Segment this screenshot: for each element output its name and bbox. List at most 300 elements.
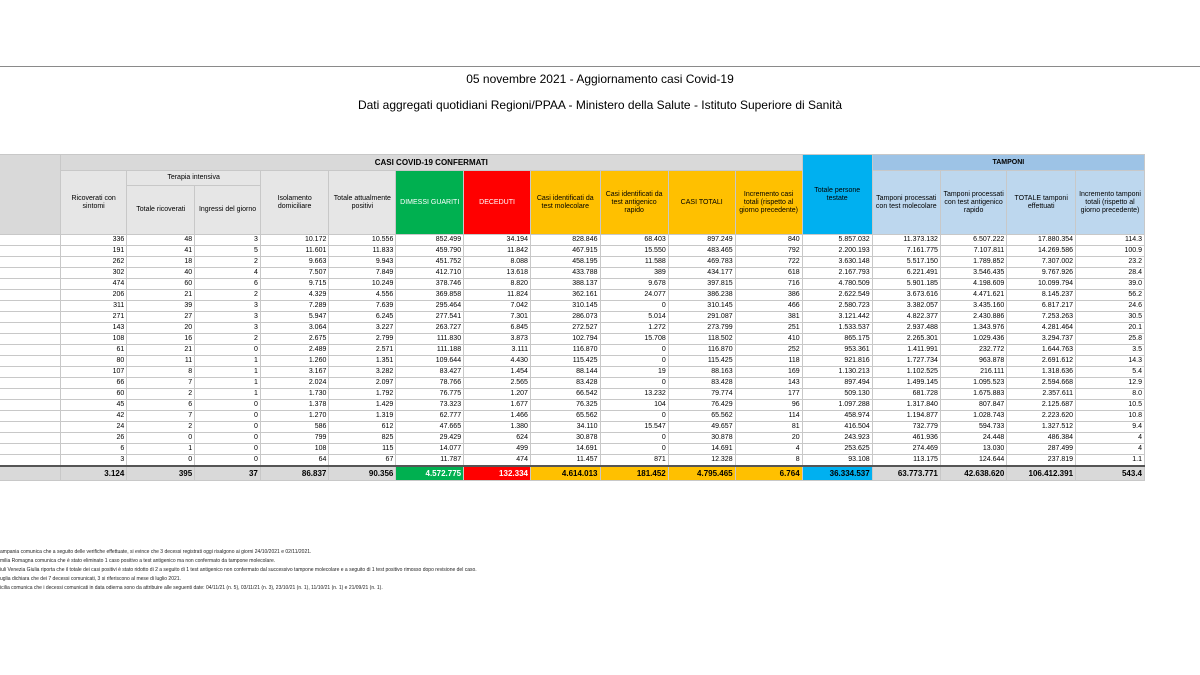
table-cell: 10.5 bbox=[1076, 400, 1145, 411]
table-cell: 1.644.763 bbox=[1007, 345, 1076, 356]
footnote: iuli Venezia Giulia riporta che il totale dei casi positivi è stato ridotto di 2 a seguito di 1 test antigenico non confermato dal successivo tampone molecolare e a seguito di 1 test positivo rimosso dopo revisione del caso. bbox=[0, 567, 477, 573]
table-cell: 3 bbox=[195, 235, 261, 246]
table-cell: 169 bbox=[735, 367, 802, 378]
table-cell: 96 bbox=[735, 400, 802, 411]
table-row bbox=[0, 400, 1145, 411]
table-cell: 5.901.185 bbox=[872, 279, 940, 290]
table-cell: 86.837 bbox=[260, 466, 329, 481]
table-cell: 416.504 bbox=[802, 422, 872, 433]
table-cell: 1.102.525 bbox=[872, 367, 940, 378]
group-terapia-intensiva: Terapia intensiva bbox=[127, 171, 261, 186]
table-cell: 11.588 bbox=[600, 257, 668, 268]
col-casi-antigenico: Casi identificati da test antigenico rapido bbox=[600, 171, 668, 235]
table-cell: 0 bbox=[195, 455, 261, 467]
table-cell: 2.571 bbox=[329, 345, 396, 356]
table-cell: 41 bbox=[127, 246, 195, 257]
table-cell: 40 bbox=[127, 268, 195, 279]
col-ricoverati: Ricoverati con sintomi bbox=[60, 171, 126, 235]
table-cell: 143 bbox=[60, 323, 126, 334]
table-cell: 9.943 bbox=[329, 257, 396, 268]
table-cell: 65.562 bbox=[530, 411, 600, 422]
table-cell: 30.878 bbox=[530, 433, 600, 444]
table-cell: 1.095.523 bbox=[940, 378, 1006, 389]
table-cell: 1 bbox=[195, 356, 261, 367]
table-cell: 1.675.883 bbox=[940, 389, 1006, 400]
table-row bbox=[0, 279, 1145, 290]
table-cell: 17.880.354 bbox=[1007, 235, 1076, 246]
table-cell: 897.494 bbox=[802, 378, 872, 389]
table-cell: 311 bbox=[60, 301, 126, 312]
table-cell: 20 bbox=[735, 433, 802, 444]
table-cell: 10.099.794 bbox=[1007, 279, 1076, 290]
col-tamp-antigenico: Tamponi processati con test antigenico rapido bbox=[940, 171, 1006, 235]
table-row bbox=[0, 356, 1145, 367]
table-cell: 116.870 bbox=[530, 345, 600, 356]
table-cell: 39 bbox=[127, 301, 195, 312]
table-cell: 93.108 bbox=[802, 455, 872, 467]
region-name bbox=[0, 367, 60, 378]
footnote: icilia comunica che i decessi comunicati in data odierna sono da attribuire alle seguenti date: 04/11/21 (n. 5), 03/11/21 (n. 3), 23/10/21 (n. 1), 11/10/21 (n. 1) e 21/09/21 (n. 1). bbox=[0, 585, 383, 591]
table-cell: 14.077 bbox=[396, 444, 464, 455]
table-cell: 23.2 bbox=[1076, 257, 1145, 268]
table-row bbox=[0, 268, 1145, 279]
table-row bbox=[0, 235, 1145, 246]
table-cell: 0 bbox=[600, 356, 668, 367]
table-cell: 24.448 bbox=[940, 433, 1006, 444]
table-row bbox=[0, 422, 1145, 433]
table-cell: 14.269.586 bbox=[1007, 246, 1076, 257]
table-cell: 27 bbox=[127, 312, 195, 323]
table-cell: 5.517.150 bbox=[872, 257, 940, 268]
table-cell: 273.799 bbox=[668, 323, 735, 334]
table-row bbox=[0, 389, 1145, 400]
table-row bbox=[0, 378, 1145, 389]
table-cell: 1.466 bbox=[464, 411, 531, 422]
table-cell: 34.194 bbox=[464, 235, 531, 246]
table-cell: 2 bbox=[127, 422, 195, 433]
table-cell: 7.507 bbox=[260, 268, 329, 279]
table-cell: 177 bbox=[735, 389, 802, 400]
table-row bbox=[0, 290, 1145, 301]
region-name bbox=[0, 378, 60, 389]
table-cell: 509.130 bbox=[802, 389, 872, 400]
table-cell: 3.121.442 bbox=[802, 312, 872, 323]
table-row bbox=[0, 334, 1145, 345]
table-cell: 7 bbox=[127, 378, 195, 389]
table-cell: 5.014 bbox=[600, 312, 668, 323]
table-cell: 7.253.263 bbox=[1007, 312, 1076, 323]
region-name bbox=[0, 312, 60, 323]
table-body bbox=[0, 235, 1145, 481]
table-cell: 389 bbox=[600, 268, 668, 279]
table-cell: 30.878 bbox=[668, 433, 735, 444]
table-cell: 76.775 bbox=[396, 389, 464, 400]
table-cell: 20.1 bbox=[1076, 323, 1145, 334]
region-name bbox=[0, 301, 60, 312]
table-cell: 4.572.775 bbox=[396, 466, 464, 481]
table-cell: 24 bbox=[60, 422, 126, 433]
table-cell: 381 bbox=[735, 312, 802, 323]
footnote: uglia dichiara che dei 7 decessi comunicati, 3 si riferiscono al mese di luglio 2021. bbox=[0, 576, 181, 582]
region-name bbox=[0, 257, 60, 268]
table-cell: 3.673.616 bbox=[872, 290, 940, 301]
table-cell: 3.294.737 bbox=[1007, 334, 1076, 345]
table-cell: 104 bbox=[600, 400, 668, 411]
table-cell: 8.0 bbox=[1076, 389, 1145, 400]
table-cell: 42.638.620 bbox=[940, 466, 1006, 481]
table-cell: 840 bbox=[735, 235, 802, 246]
col-positivi: Totale attualmente positivi bbox=[329, 171, 396, 235]
table-cell: 10.556 bbox=[329, 235, 396, 246]
table-cell: 386.238 bbox=[668, 290, 735, 301]
table-cell: 60 bbox=[127, 279, 195, 290]
table-cell: 3.167 bbox=[260, 367, 329, 378]
table-cell: 388.137 bbox=[530, 279, 600, 290]
table-cell: 7.307.002 bbox=[1007, 257, 1076, 268]
table-cell: 12.328 bbox=[668, 455, 735, 467]
table-cell: 2.223.620 bbox=[1007, 411, 1076, 422]
table-cell: 232.772 bbox=[940, 345, 1006, 356]
table-cell: 8 bbox=[735, 455, 802, 467]
table-cell: 2.799 bbox=[329, 334, 396, 345]
table-cell: 63.773.771 bbox=[872, 466, 940, 481]
table-cell: 216.111 bbox=[940, 367, 1006, 378]
table-cell: 1.792 bbox=[329, 389, 396, 400]
table-cell: 0 bbox=[600, 433, 668, 444]
table-cell: 7.639 bbox=[329, 301, 396, 312]
table-cell: 2.097 bbox=[329, 378, 396, 389]
table-cell: 118.502 bbox=[668, 334, 735, 345]
table-cell: 5.4 bbox=[1076, 367, 1145, 378]
table-cell: 3.873 bbox=[464, 334, 531, 345]
table-cell: 0 bbox=[195, 411, 261, 422]
table-cell: 28.4 bbox=[1076, 268, 1145, 279]
table-cell: 16 bbox=[127, 334, 195, 345]
table-cell: 458.974 bbox=[802, 411, 872, 422]
table-cell: 24.6 bbox=[1076, 301, 1145, 312]
table-cell: 14.3 bbox=[1076, 356, 1145, 367]
table-cell: 83.428 bbox=[530, 378, 600, 389]
table-cell: 62.777 bbox=[396, 411, 464, 422]
table-cell: 25.8 bbox=[1076, 334, 1145, 345]
table-cell: 469.783 bbox=[668, 257, 735, 268]
table-cell: 4.329 bbox=[260, 290, 329, 301]
table-cell: 18 bbox=[127, 257, 195, 268]
covid-data-table bbox=[0, 154, 1145, 481]
table-cell: 4 bbox=[1076, 444, 1145, 455]
table-cell: 474 bbox=[60, 279, 126, 290]
table-cell: 115 bbox=[329, 444, 396, 455]
region-name bbox=[0, 356, 60, 367]
table-cell: 64 bbox=[260, 455, 329, 467]
table-cell: 5 bbox=[195, 246, 261, 257]
table-cell: 4.822.377 bbox=[872, 312, 940, 323]
region-name bbox=[0, 444, 60, 455]
table-cell: 459.790 bbox=[396, 246, 464, 257]
table-cell: 433.788 bbox=[530, 268, 600, 279]
table-cell: 799 bbox=[260, 433, 329, 444]
table-cell: 11.601 bbox=[260, 246, 329, 257]
table-cell: 76.429 bbox=[668, 400, 735, 411]
table-cell: 2.622.549 bbox=[802, 290, 872, 301]
table-cell: 612 bbox=[329, 422, 396, 433]
table-cell: 1.327.512 bbox=[1007, 422, 1076, 433]
table-cell: 6.845 bbox=[464, 323, 531, 334]
table-cell: 39.0 bbox=[1076, 279, 1145, 290]
table-cell: 1.727.734 bbox=[872, 356, 940, 367]
table-cell: 1 bbox=[127, 444, 195, 455]
table-cell: 0 bbox=[195, 422, 261, 433]
table-cell: 6 bbox=[195, 279, 261, 290]
table-cell: 100.9 bbox=[1076, 246, 1145, 257]
table-cell: 1.429 bbox=[329, 400, 396, 411]
table-cell: 14.691 bbox=[530, 444, 600, 455]
table-cell: 302 bbox=[60, 268, 126, 279]
table-cell: 60 bbox=[60, 389, 126, 400]
table-cell: 109.644 bbox=[396, 356, 464, 367]
table-row bbox=[0, 312, 1145, 323]
table-cell: 286.073 bbox=[530, 312, 600, 323]
table-cell: 61 bbox=[60, 345, 126, 356]
report-subtitle: Dati aggregati quotidiani Regioni/PPAA - Ministero della Salute - Istituto Superiore di Sanità bbox=[357, 98, 843, 112]
table-cell: 1.454 bbox=[464, 367, 531, 378]
table-cell: 2.430.886 bbox=[940, 312, 1006, 323]
table-cell: 9.678 bbox=[600, 279, 668, 290]
col-ti-totale: Totale ricoverati bbox=[127, 186, 195, 235]
table-cell: 263.727 bbox=[396, 323, 464, 334]
table-cell: 272.527 bbox=[530, 323, 600, 334]
table-row bbox=[0, 323, 1145, 334]
table-cell: 2.691.612 bbox=[1007, 356, 1076, 367]
table-cell: 369.858 bbox=[396, 290, 464, 301]
table-cell: 5.947 bbox=[260, 312, 329, 323]
table-cell: 68.403 bbox=[600, 235, 668, 246]
table-cell: 56.2 bbox=[1076, 290, 1145, 301]
table-cell: 8 bbox=[127, 367, 195, 378]
table-cell: 0 bbox=[600, 444, 668, 455]
table-cell: 1.319 bbox=[329, 411, 396, 422]
table-row bbox=[0, 411, 1145, 422]
col-isolamento: Isolamento domiciliare bbox=[260, 171, 329, 235]
table-cell: 78.766 bbox=[396, 378, 464, 389]
table-row bbox=[0, 367, 1145, 378]
region-name bbox=[0, 290, 60, 301]
table-cell: 15.547 bbox=[600, 422, 668, 433]
table-cell: 6.221.491 bbox=[872, 268, 940, 279]
table-cell: 45 bbox=[60, 400, 126, 411]
table-cell: 13.232 bbox=[600, 389, 668, 400]
table-cell: 4 bbox=[195, 268, 261, 279]
table-cell: 897.249 bbox=[668, 235, 735, 246]
table-cell: 8.088 bbox=[464, 257, 531, 268]
table-cell: 434.177 bbox=[668, 268, 735, 279]
table-cell: 37 bbox=[195, 466, 261, 481]
table-cell: 0 bbox=[127, 455, 195, 467]
table-cell: 618 bbox=[735, 268, 802, 279]
table-cell: 8.145.237 bbox=[1007, 290, 1076, 301]
table-cell: 1.378 bbox=[260, 400, 329, 411]
table-cell: 2.937.488 bbox=[872, 323, 940, 334]
table-cell: 458.195 bbox=[530, 257, 600, 268]
table-cell: 310.145 bbox=[668, 301, 735, 312]
table-cell: 49.657 bbox=[668, 422, 735, 433]
table-cell: 4.430 bbox=[464, 356, 531, 367]
table-cell: 310.145 bbox=[530, 301, 600, 312]
table-cell: 24.077 bbox=[600, 290, 668, 301]
table-cell: 792 bbox=[735, 246, 802, 257]
table-cell: 124.644 bbox=[940, 455, 1006, 467]
table-row bbox=[0, 257, 1145, 268]
table-cell: 0 bbox=[600, 378, 668, 389]
table-cell: 3.435.160 bbox=[940, 301, 1006, 312]
total-row bbox=[0, 466, 1145, 481]
table-cell: 251 bbox=[735, 323, 802, 334]
table-cell: 10.8 bbox=[1076, 411, 1145, 422]
table-cell: 461.936 bbox=[872, 433, 940, 444]
table-cell: 13.618 bbox=[464, 268, 531, 279]
table-cell: 11.842 bbox=[464, 246, 531, 257]
table-cell: 118 bbox=[735, 356, 802, 367]
table-cell: 143 bbox=[735, 378, 802, 389]
table-cell: 0 bbox=[195, 444, 261, 455]
table-row bbox=[0, 444, 1145, 455]
table-cell: 2 bbox=[195, 334, 261, 345]
table-cell: 1.380 bbox=[464, 422, 531, 433]
region-name bbox=[0, 466, 60, 481]
table-cell: 252 bbox=[735, 345, 802, 356]
table-cell: 11.824 bbox=[464, 290, 531, 301]
table-cell: 1.351 bbox=[329, 356, 396, 367]
table-cell: 386 bbox=[735, 290, 802, 301]
table-cell: 3.382.057 bbox=[872, 301, 940, 312]
table-cell: 1 bbox=[195, 367, 261, 378]
table-cell: 42 bbox=[60, 411, 126, 422]
col-tamp-totale: TOTALE tamponi effettuati bbox=[1007, 171, 1076, 235]
table-cell: 2 bbox=[195, 257, 261, 268]
table-cell: 1.207 bbox=[464, 389, 531, 400]
table-cell: 11.833 bbox=[329, 246, 396, 257]
table-cell: 243.923 bbox=[802, 433, 872, 444]
table-cell: 181.452 bbox=[600, 466, 668, 481]
table-cell: 466 bbox=[735, 301, 802, 312]
table-cell: 2.594.668 bbox=[1007, 378, 1076, 389]
table-cell: 732.779 bbox=[872, 422, 940, 433]
table-cell: 0 bbox=[600, 345, 668, 356]
table-cell: 90.356 bbox=[329, 466, 396, 481]
table-cell: 397.815 bbox=[668, 279, 735, 290]
table-cell: 6.245 bbox=[329, 312, 396, 323]
table-cell: 2.024 bbox=[260, 378, 329, 389]
table-cell: 1.272 bbox=[600, 323, 668, 334]
table-cell: 12.9 bbox=[1076, 378, 1145, 389]
table-cell: 29.429 bbox=[396, 433, 464, 444]
table-cell: 6.507.222 bbox=[940, 235, 1006, 246]
table-cell: 36.334.537 bbox=[802, 466, 872, 481]
table-row bbox=[0, 345, 1145, 356]
table-cell: 15.708 bbox=[600, 334, 668, 345]
table-cell: 88.144 bbox=[530, 367, 600, 378]
table-cell: 115.425 bbox=[530, 356, 600, 367]
region-name bbox=[0, 389, 60, 400]
table-cell: 953.361 bbox=[802, 345, 872, 356]
table-cell: 7.107.811 bbox=[940, 246, 1006, 257]
table-cell: 467.915 bbox=[530, 246, 600, 257]
table-cell: 1 bbox=[195, 389, 261, 400]
table-cell: 1.411.991 bbox=[872, 345, 940, 356]
table-cell: 378.746 bbox=[396, 279, 464, 290]
table-cell: 921.816 bbox=[802, 356, 872, 367]
region-name bbox=[0, 268, 60, 279]
table-cell: 3.064 bbox=[260, 323, 329, 334]
table-cell: 543.4 bbox=[1076, 466, 1145, 481]
table-cell: 4 bbox=[1076, 433, 1145, 444]
table-cell: 3 bbox=[195, 312, 261, 323]
table-cell: 681.728 bbox=[872, 389, 940, 400]
table-cell: 7.042 bbox=[464, 301, 531, 312]
table-cell: 81 bbox=[735, 422, 802, 433]
table-cell: 0 bbox=[600, 411, 668, 422]
table-cell: 115.425 bbox=[668, 356, 735, 367]
table-cell: 26 bbox=[60, 433, 126, 444]
table-cell: 4.281.464 bbox=[1007, 323, 1076, 334]
table-cell: 191 bbox=[60, 246, 126, 257]
table-cell: 66 bbox=[60, 378, 126, 389]
table-cell: 88.163 bbox=[668, 367, 735, 378]
table-cell: 9.663 bbox=[260, 257, 329, 268]
table-cell: 2.357.611 bbox=[1007, 389, 1076, 400]
table-cell: 9.715 bbox=[260, 279, 329, 290]
table-cell: 807.847 bbox=[940, 400, 1006, 411]
table-cell: 825 bbox=[329, 433, 396, 444]
table-cell: 3 bbox=[60, 455, 126, 467]
table-cell: 2.125.687 bbox=[1007, 400, 1076, 411]
table-cell: 3.546.435 bbox=[940, 268, 1006, 279]
region-name bbox=[0, 279, 60, 290]
table-cell: 107 bbox=[60, 367, 126, 378]
table-cell: 108 bbox=[260, 444, 329, 455]
table-cell: 0 bbox=[127, 433, 195, 444]
table-cell: 2.167.793 bbox=[802, 268, 872, 279]
table-cell: 594.733 bbox=[940, 422, 1006, 433]
region-name bbox=[0, 235, 60, 246]
table-cell: 34.110 bbox=[530, 422, 600, 433]
table-cell: 295.464 bbox=[396, 301, 464, 312]
table-cell: 0 bbox=[195, 433, 261, 444]
table-cell: 852.499 bbox=[396, 235, 464, 246]
header-rule bbox=[0, 66, 1200, 67]
table-cell: 3.5 bbox=[1076, 345, 1145, 356]
table-cell: 1.677 bbox=[464, 400, 531, 411]
table-cell: 4.198.609 bbox=[940, 279, 1006, 290]
table-cell: 116.870 bbox=[668, 345, 735, 356]
col-persone-testate: Totale persone testate bbox=[802, 155, 872, 235]
table-cell: 114 bbox=[735, 411, 802, 422]
table-cell: 474 bbox=[464, 455, 531, 467]
table-cell: 1.499.145 bbox=[872, 378, 940, 389]
table-cell: 716 bbox=[735, 279, 802, 290]
table-cell: 1.1 bbox=[1076, 455, 1145, 467]
table-cell: 9.767.926 bbox=[1007, 268, 1076, 279]
table-row bbox=[0, 433, 1145, 444]
table-cell: 2.580.723 bbox=[802, 301, 872, 312]
table-cell: 4.795.465 bbox=[668, 466, 735, 481]
table-cell: 624 bbox=[464, 433, 531, 444]
table-cell: 2 bbox=[195, 290, 261, 301]
col-tamp-molecolare: Tamponi processati con test molecolare bbox=[872, 171, 940, 235]
table-cell: 3 bbox=[195, 323, 261, 334]
region-name bbox=[0, 433, 60, 444]
table-cell: 410 bbox=[735, 334, 802, 345]
